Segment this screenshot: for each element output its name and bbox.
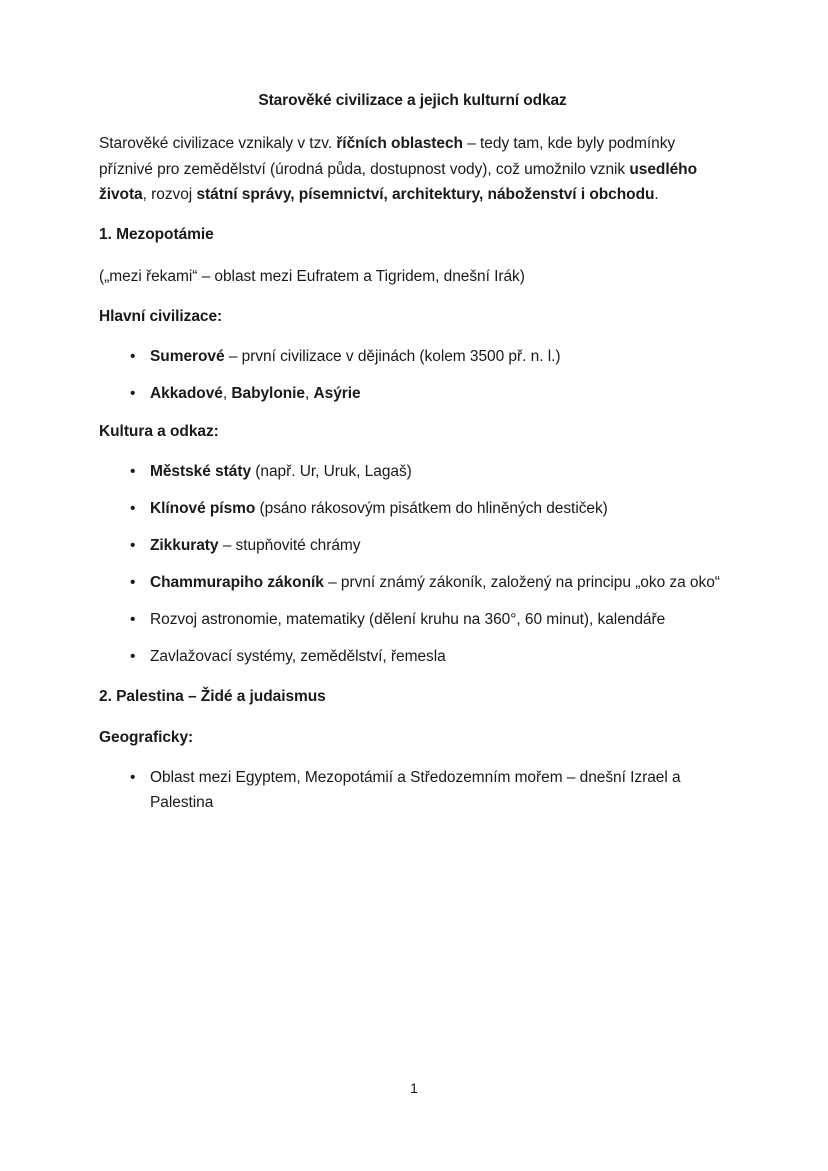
list-item-text: – stupňovité chrámy — [218, 536, 361, 554]
group-label-hlavni-civilizace: Hlavní civilizace: — [99, 307, 223, 325]
list-item-text: Oblast mezi Egyptem, Mezopotámií a Středozemním mořem – dnešní Izrael a Palestina — [150, 768, 681, 811]
list-item-text: Rozvoj astronomie, matematiky (dělení kruhu na 360°, 60 minut), kalendáře — [150, 610, 666, 628]
bullet-marker-icon: • — [130, 648, 136, 666]
bullet-marker-icon: • — [130, 499, 136, 517]
list-item — [99, 533, 726, 558]
bullet-marker-icon: • — [130, 462, 136, 480]
group-label-geograficky: Geograficky: — [99, 728, 194, 746]
list-item-text: – první známý zákoník, založený na principu „oko za oko“ — [323, 573, 720, 591]
section-heading-mezopotamie: 1. Mezopotámie — [99, 225, 214, 243]
list-item-bold-asyrie: Asýrie — [313, 384, 361, 402]
list-item-bold-lead: Chammurapiho zákoník — [150, 573, 324, 591]
list-item-text: – první civilizace v dějinách (kolem 3500 př. n. l.) — [224, 347, 561, 365]
bullet-marker-icon: • — [130, 347, 136, 365]
page-title: Starověké civilizace a jejich kulturní odkaz — [258, 92, 567, 109]
section-subtitle-mezopotamie: („mezi řekami“ – oblast mezi Eufratem a Tigridem, dnešní Irák) — [99, 267, 525, 285]
list-item-text: Zavlažovací systémy, zemědělství, řemesla — [150, 648, 446, 666]
list-item — [99, 496, 726, 521]
bullet-marker-icon: • — [130, 573, 136, 591]
list-item-bold-lead: Zikkuraty — [150, 536, 219, 554]
intro-run-4-bold: usedlého života — [99, 160, 698, 203]
bullet-list-geograficky — [99, 765, 726, 815]
list-item-sep-2: , — [304, 384, 314, 402]
list-item — [99, 765, 726, 815]
bullet-list-hlavni-civilizace — [99, 344, 726, 406]
intro-run-6-bold: státní správy, písemnictví, architektury, náboženství i obchodu — [196, 185, 655, 203]
intro-run-1: Starověké civilizace vznikaly v tzv. — [99, 135, 337, 153]
intro-run-3: – tedy tam, kde byly podmínky příznivé pro zemědělství (úrodná půda, dostupnost vody), což umožnilo vznik — [99, 135, 676, 178]
list-item-bold-lead: Klínové písmo — [150, 499, 256, 517]
intro-run-2-bold: říčních oblastech — [336, 135, 463, 153]
list-item-text: (např. Ur, Uruk, Lagaš) — [251, 462, 412, 480]
bullet-marker-icon: • — [130, 610, 136, 628]
list-item-bold-akkadove: Akkadové — [150, 384, 223, 402]
list-item-bold-lead: Sumerové — [150, 347, 225, 365]
intro-paragraph — [99, 131, 726, 206]
list-item-text: (psáno rákosovým pisátkem do hliněných destiček) — [255, 499, 608, 517]
bullet-marker-icon: • — [130, 768, 136, 786]
intro-run-5: , rozvoj — [142, 185, 197, 203]
list-item-bold-babylonie: Babylonie — [231, 384, 305, 402]
section-heading-palestina: 2. Palestina – Židé a judaismus — [99, 688, 326, 706]
list-item — [99, 607, 726, 632]
bullet-marker-icon: • — [130, 536, 136, 554]
list-item — [99, 344, 726, 369]
list-item — [99, 644, 726, 669]
list-item-sep-1: , — [222, 384, 232, 402]
bullet-marker-icon: • — [130, 384, 136, 402]
list-item — [99, 570, 726, 595]
list-item — [99, 459, 726, 484]
list-item-bold-lead: Městské státy — [150, 462, 252, 480]
page-number: 1 — [410, 1080, 418, 1096]
document-body — [99, 90, 726, 829]
group-label-kultura-a-odkaz: Kultura a odkaz: — [99, 422, 219, 440]
intro-run-7: . — [654, 185, 659, 203]
list-item — [99, 381, 726, 406]
bullet-list-kultura-a-odkaz — [99, 459, 726, 670]
